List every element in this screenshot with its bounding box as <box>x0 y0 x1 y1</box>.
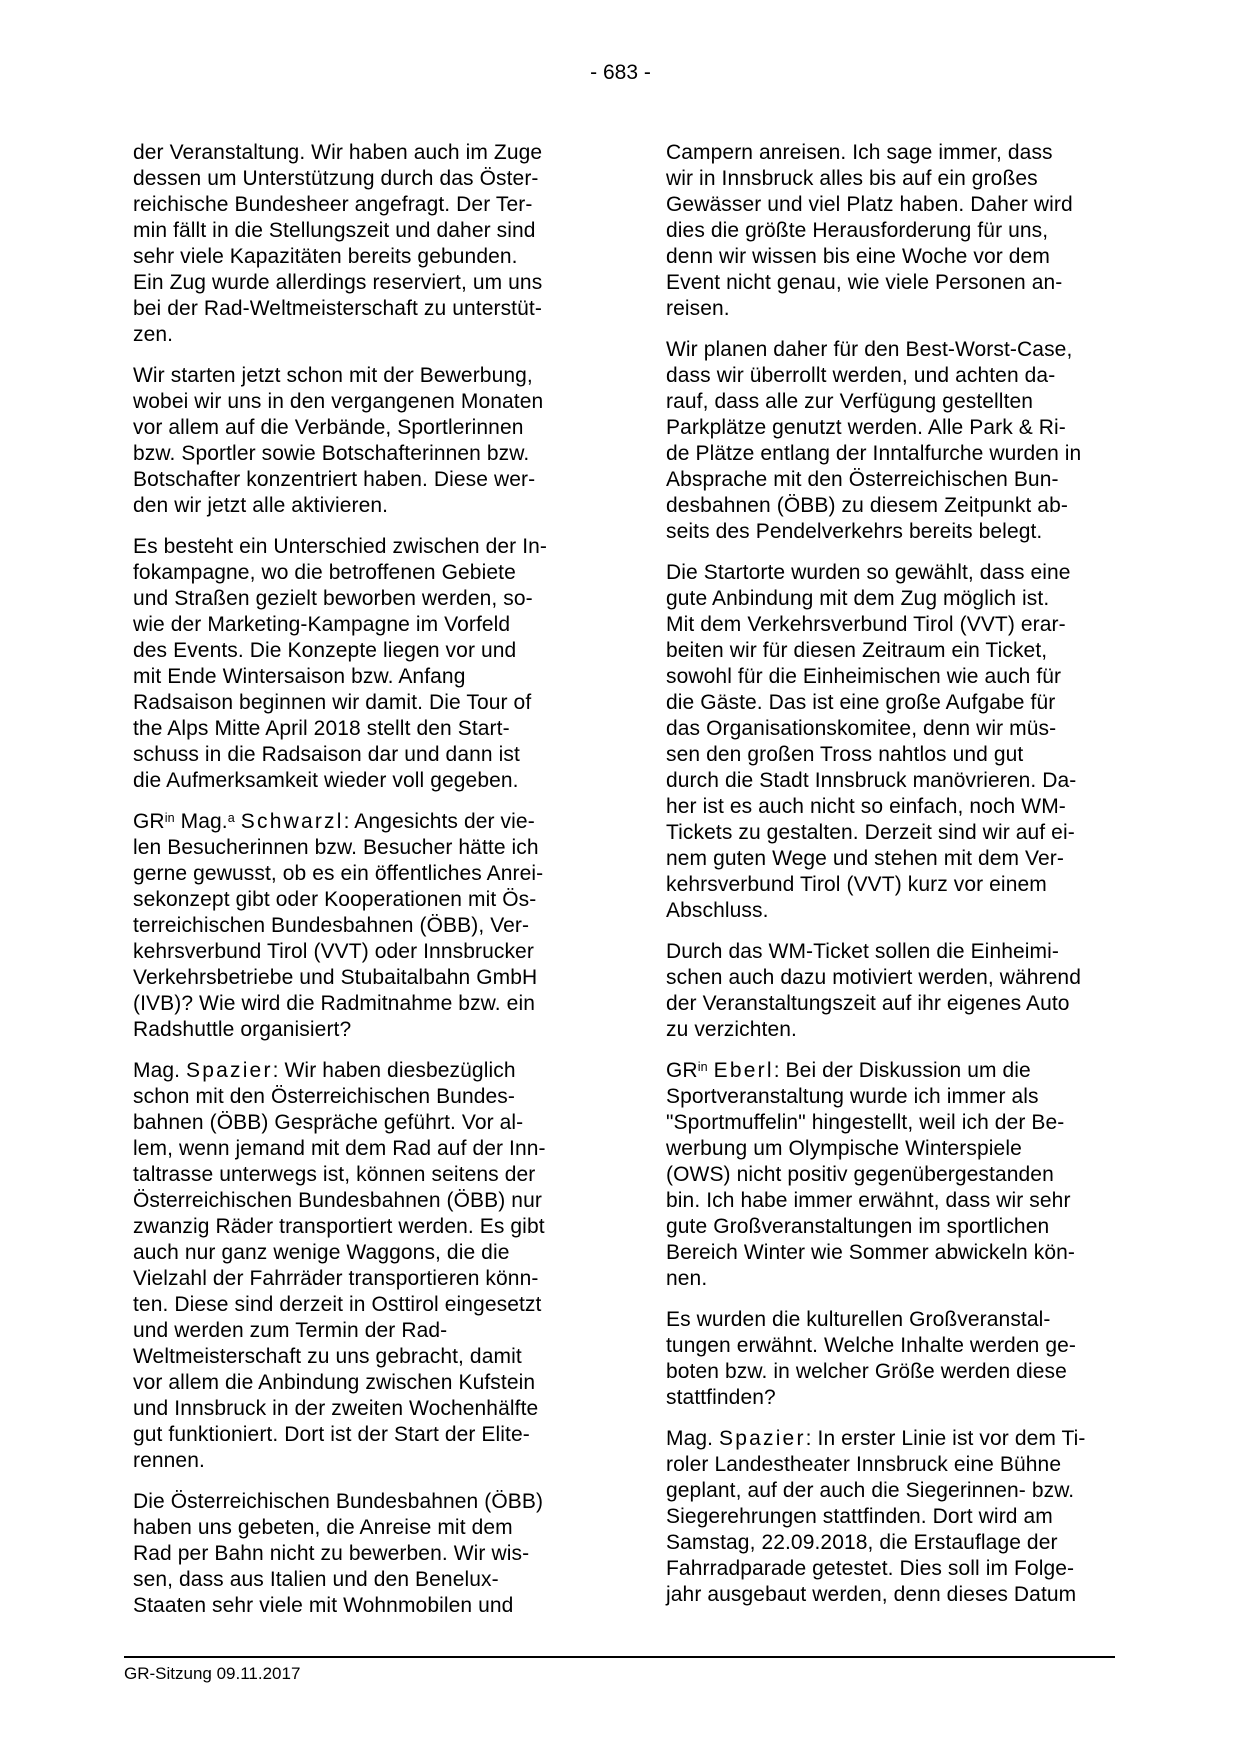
paragraph: Wir starten jetzt schon mit der Bewerbung, wobei wir uns in den vergangenen Monaten vor allem auf die Verbände, Sportlerinnen bzw. Sportler sowie Botschafterinnen bzw. Botschafter konzentriert haben. Diese wer- den wir jetzt alle aktivieren. <box>133 364 544 517</box>
paragraph: Mag. Spazier: Wir haben diesbezüglich schon mit den Österreichischen Bundes- bahnen (ÖBB) Gespräche geführt. Vor al- lem, wenn jemand mit dem Rad auf der Inn- taltrasse unterwegs ist, können seitens der Österreichischen Bundesbahnen (ÖBB) nur zwanzig Räder transportiert werden. Es gibt auch nur ganz wenige Waggons, die die Vielzahl der Fahrräder transportieren könn- ten. Diese sind derzeit in Osttirol eingesetzt und werden zum Termin der Rad- Weltmeisterschaft zu uns gebracht, damit vor allem die Anbindung zwischen Kufstein und Innsbruck in der zweiten Wochenhälfte gut funktioniert. Dort ist der Start der Elite- rennen. <box>133 1059 546 1472</box>
paragraph: der Veranstaltung. Wir haben auch im Zuge dessen um Unterstützung durch das Öster- reichische Bundesheer angefragt. Der Ter- min fällt in die Stellungszeit und daher sind sehr viele Kapazitäten bereits gebunden. Ein Zug wurde allerdings reserviert, um uns bei der Rad-Weltmeisterschaft zu unterstüt- zen. <box>133 141 543 346</box>
right-column <box>666 140 1114 1634</box>
paragraph: Es besteht ein Unterschied zwischen der In- fokampagne, wo die betroffenen Gebiete und Straßen gezielt beworben werden, so- wie der Marketing-Kampagne im Vorfeld des Events. Die Konzepte liegen vor und mit Ende Wintersaison bzw. Anfang Radsaison beginnen wir damit. Die Tour of the Alps Mitte April 2018 stellt den Start- schuss in die Radsaison dar und dann ist die Aufmerksamkeit wieder voll gegeben. <box>133 535 548 792</box>
paragraph: Es wurden die kulturellen Großveranstal- tungen erwähnt. Welche Inhalte werden ge- boten bzw. in welcher Größe werden diese stattfinden? <box>666 1308 1076 1409</box>
paragraph: Die Startorte wurden so gewählt, dass eine gute Anbindung mit dem Zug möglich ist. Mit dem Verkehrsverbund Tirol (VVT) erar- beiten wir für diesen Zeitraum ein Ticket, sowohl für die Einheimischen wie auch für die Gäste. Das ist eine große Aufgabe für das Organisationskomitee, denn wir müs- sen den großen Tross nahtlos und gut durch die Stadt Innsbruck manövrieren. Da- her ist es auch nicht so einfach, noch WM- Tickets zu gestalten. Derzeit sind wir auf ei- nem guten Wege und stehen mit dem Ver- kehrsverbund Tirol (VVT) kurz vor einem Abschluss. <box>666 561 1077 922</box>
paragraph: Mag. Spazier: In erster Linie ist vor dem Ti- roler Landestheater Innsbruck eine Bühne geplant, auf der auch die Siegerinnen- bzw. Siegerehrungen stattfinden. Dort wird am Samstag, 22.09.2018, die Erstauflage der Fahrradparade getestet. Dies soll im Folge- jahr ausgebaut werden, denn dieses Datum <box>666 1427 1086 1606</box>
paragraph: Wir planen daher für den Best-Worst-Case, dass wir überrollt werden, und achten da- rauf, dass alle zur Verfügung gestellten Parkplätze genutzt werden. Alle Park & Ri- de Plätze entlang der Inntalfurche wurden in Absprache mit den Österreichischen Bun- desbahnen (ÖBB) zu diesem Zeitpunkt ab- seits des Pendelverkehrs bereits belegt. <box>666 338 1082 543</box>
paragraph: $GR^{in}$ Mag.$^a$ Schwarzl: Angesichts der vie- len Besucherinnen bzw. Besucher hätte ich gerne gewusst, ob es ein öffentliches Anrei- sekonzept gibt oder Kooperationen mit Ös- terreichischen Bundesbahnen (ÖBB), Ver- kehrsverbund Tirol (VVT) oder Innsbrucker Verkehrsbetriebe und Stubaitalbahn GmbH (IVB)? Wie wird die Radmitnahme bzw. ein Radshuttle organisiert? <box>133 810 544 1041</box>
paragraph: Campern anreisen. Ich sage immer, dass wir in Innsbruck alles bis auf ein großes Gewässer und viel Platz haben. Daher wird dies die größte Herausforderung für uns, denn wir wissen bis eine Woche vor dem Event nicht genau, wie viele Personen an- reisen. <box>666 141 1073 320</box>
page-number: - 683 - <box>590 61 651 84</box>
left-column <box>133 140 581 1634</box>
footer-session-label: GR-Sitzung 09.11.2017 <box>124 1664 301 1683</box>
page-footer <box>124 1656 1115 1684</box>
paragraph: Durch das WM-Ticket sollen die Einheimi- schen auch dazu motiviert werden, während der Veranstaltungszeit auf ihr eigenes Auto zu verzichten. <box>666 940 1081 1041</box>
two-column-text-block <box>133 140 1114 1634</box>
paragraph: $GR^{in}$ Eberl: Bei der Diskussion um die Sportveranstaltung wurde ich immer als "Sportmuffelin" hingestellt, weil ich der Be- werbung um Olympische Winterspiele (OWS) nicht positiv gegenübergestanden bin. Ich habe immer erwähnt, dass wir sehr gute Großveranstaltungen im sportlichen Bereich Winter wie Sommer abwickeln kön- nen. <box>666 1059 1075 1290</box>
paragraph: Die Österreichischen Bundesbahnen (ÖBB) haben uns gebeten, die Anreise mit dem Rad per Bahn nicht zu bewerben. Wir wis- sen, dass aus Italien und den Benelux- Staaten sehr viele mit Wohnmobilen und <box>133 1490 544 1617</box>
